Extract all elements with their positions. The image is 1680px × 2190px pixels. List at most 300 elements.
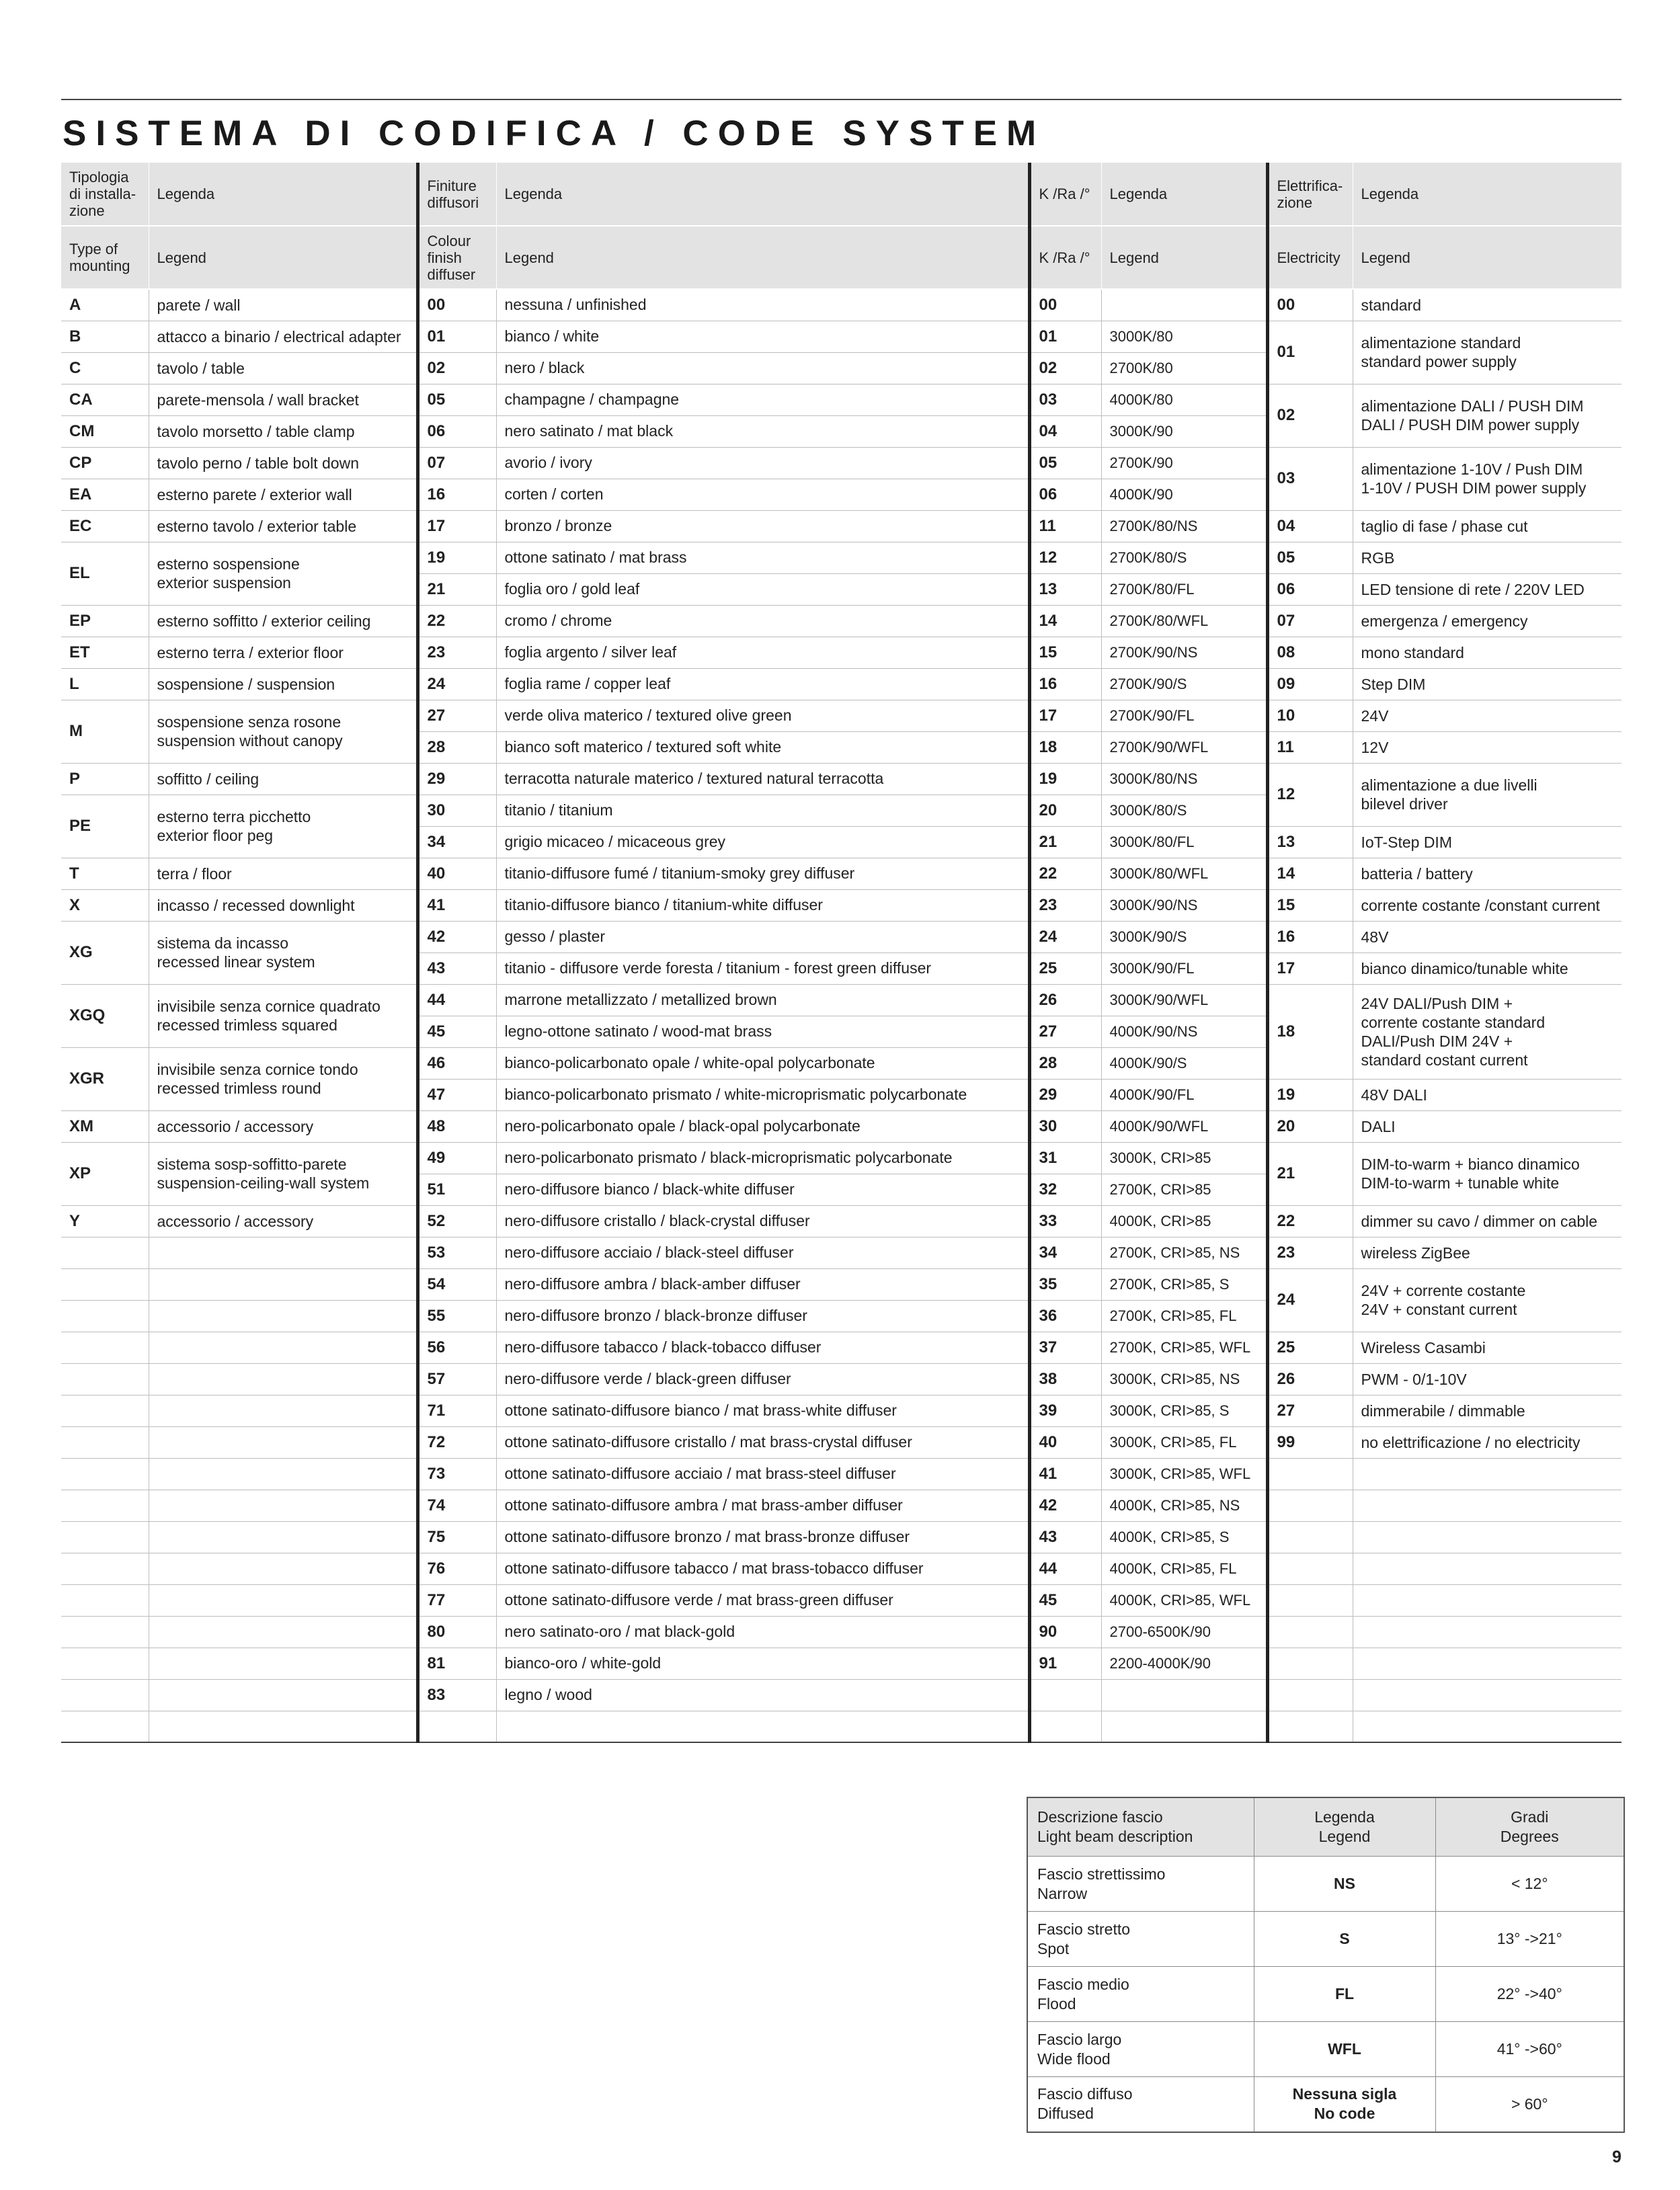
- table-row: [61, 921, 1622, 952]
- header-mounting-type-en: Type of mounting: [61, 226, 149, 289]
- empty-cell: [1353, 1711, 1622, 1742]
- kelvin-legend: 4000K/90/FL: [1101, 1079, 1267, 1110]
- finish-legend: ottone satinato / mat brass: [496, 542, 1029, 573]
- empty-cell: [149, 1616, 417, 1648]
- finish-code: 43: [417, 952, 496, 984]
- kelvin-legend: 3000K, CRI>85, FL: [1101, 1426, 1267, 1458]
- electricity-code: 21: [1267, 1142, 1353, 1205]
- kelvin-code: 90: [1029, 1616, 1101, 1648]
- mounting-legend: tavolo perno / table bolt down: [149, 447, 417, 479]
- finish-code: 71: [417, 1395, 496, 1426]
- finish-legend: nero-diffusore verde / black-green diffuser: [496, 1363, 1029, 1395]
- empty-cell: [496, 1711, 1029, 1742]
- beam-code: WFL: [1254, 2022, 1435, 2077]
- mounting-legend: sospensione senza rosone suspension without canopy: [149, 700, 417, 763]
- kelvin-legend: 3000K/90: [1101, 415, 1267, 447]
- electricity-legend: mono standard: [1353, 637, 1622, 668]
- beam-table: [1027, 1797, 1625, 2133]
- finish-legend: ottone satinato-diffusore bianco / mat brass-white diffuser: [496, 1395, 1029, 1426]
- empty-cell: [1267, 1458, 1353, 1490]
- finish-legend: titanio / titanium: [496, 795, 1029, 826]
- kelvin-legend: 4000K, CRI>85, NS: [1101, 1490, 1267, 1521]
- finish-legend: ottone satinato-diffusore acciaio / mat brass-steel diffuser: [496, 1458, 1029, 1490]
- table-row: [61, 984, 1622, 1016]
- header-kelvin: K /Ra /°: [1029, 163, 1101, 226]
- finish-code: 01: [417, 321, 496, 352]
- finish-legend: bianco soft materico / textured soft white: [496, 731, 1029, 763]
- electricity-code: 18: [1267, 984, 1353, 1079]
- electricity-legend: corrente costante /constant current: [1353, 889, 1622, 921]
- empty-cell: [1267, 1648, 1353, 1679]
- empty-cell: [61, 1490, 149, 1521]
- mounting-code: CA: [61, 384, 149, 415]
- header-mounting-legend: Legenda: [149, 163, 417, 226]
- mounting-legend: esterno sospensione exterior suspension: [149, 542, 417, 605]
- beam-degrees: > 60°: [1435, 2077, 1624, 2132]
- mounting-legend: parete-mensola / wall bracket: [149, 384, 417, 415]
- beam-degrees: 41° ->60°: [1435, 2022, 1624, 2077]
- kelvin-code: 32: [1029, 1174, 1101, 1205]
- finish-code: 75: [417, 1521, 496, 1553]
- mounting-legend: invisibile senza cornice tondo recessed trimless round: [149, 1047, 417, 1110]
- electricity-legend: IoT-Step DIM: [1353, 826, 1622, 858]
- kelvin-legend: 4000K/90/S: [1101, 1047, 1267, 1079]
- empty-cell: [1353, 1521, 1622, 1553]
- electricity-legend: 24V DALI/Push DIM + corrente costante standard DALI/Push DIM 24V + standard costant current: [1353, 984, 1622, 1079]
- finish-code: 57: [417, 1363, 496, 1395]
- finish-legend: nero satinato-oro / mat black-gold: [496, 1616, 1029, 1648]
- table-row: [61, 542, 1622, 573]
- mounting-code: CP: [61, 447, 149, 479]
- empty-cell: [61, 1711, 149, 1742]
- beam-row: [1027, 1857, 1624, 1912]
- kelvin-legend: 3000K, CRI>85, NS: [1101, 1363, 1267, 1395]
- finish-legend: cromo / chrome: [496, 605, 1029, 637]
- kelvin-code: 00: [1029, 289, 1101, 321]
- kelvin-legend: 2700K, CRI>85, S: [1101, 1268, 1267, 1300]
- finish-code: 16: [417, 479, 496, 510]
- finish-code: 27: [417, 700, 496, 731]
- table-row: [61, 321, 1622, 352]
- table-row: [61, 1426, 1622, 1458]
- finish-legend: nero-diffusore ambra / black-amber diffuser: [496, 1268, 1029, 1300]
- mounting-legend: invisibile senza cornice quadrato recessed trimless squared: [149, 984, 417, 1047]
- mounting-code: M: [61, 700, 149, 763]
- electricity-legend: emergenza / emergency: [1353, 605, 1622, 637]
- finish-code: 44: [417, 984, 496, 1016]
- empty-cell: [149, 1363, 417, 1395]
- mounting-code: XM: [61, 1110, 149, 1142]
- finish-code: 56: [417, 1332, 496, 1363]
- mounting-code: P: [61, 763, 149, 795]
- kelvin-code: 25: [1029, 952, 1101, 984]
- empty-cell: [61, 1521, 149, 1553]
- empty-cell: [149, 1711, 417, 1742]
- finish-legend: titanio-diffusore bianco / titanium-white diffuser: [496, 889, 1029, 921]
- kelvin-code: 20: [1029, 795, 1101, 826]
- table-row: [61, 605, 1622, 637]
- mounting-code: PE: [61, 795, 149, 858]
- electricity-legend: dimmerabile / dimmable: [1353, 1395, 1622, 1426]
- header-finish-legend-en: Legend: [496, 226, 1029, 289]
- kelvin-code: 01: [1029, 321, 1101, 352]
- empty-cell: [61, 1648, 149, 1679]
- kelvin-legend: 4000K/90/WFL: [1101, 1110, 1267, 1142]
- finish-legend: corten / corten: [496, 479, 1029, 510]
- table-row: [61, 384, 1622, 415]
- electricity-legend: Wireless Casambi: [1353, 1332, 1622, 1363]
- finish-legend: terracotta naturale materico / textured natural terracotta: [496, 763, 1029, 795]
- mounting-code: ET: [61, 637, 149, 668]
- electricity-code: 23: [1267, 1237, 1353, 1268]
- mounting-code: XGQ: [61, 984, 149, 1047]
- beam-description: Fascio largo Wide flood: [1027, 2022, 1254, 2077]
- empty-cell: [149, 1300, 417, 1332]
- beam-row: [1027, 2077, 1624, 2132]
- kelvin-code: 35: [1029, 1268, 1101, 1300]
- empty-cell: [149, 1268, 417, 1300]
- empty-cell: [1267, 1521, 1353, 1553]
- mounting-code: C: [61, 352, 149, 384]
- electricity-legend: LED tensione di rete / 220V LED: [1353, 573, 1622, 605]
- mounting-code: L: [61, 668, 149, 700]
- kelvin-code: 21: [1029, 826, 1101, 858]
- finish-code: 00: [417, 289, 496, 321]
- kelvin-legend: [1101, 289, 1267, 321]
- header-mounting-legend-en: Legend: [149, 226, 417, 289]
- kelvin-legend: 3000K/80/WFL: [1101, 858, 1267, 889]
- electricity-legend: bianco dinamico/tunable white: [1353, 952, 1622, 984]
- mounting-legend: attacco a binario / electrical adapter: [149, 321, 417, 352]
- kelvin-legend: 3000K/90/FL: [1101, 952, 1267, 984]
- kelvin-code: 05: [1029, 447, 1101, 479]
- electricity-code: 25: [1267, 1332, 1353, 1363]
- kelvin-code: 43: [1029, 1521, 1101, 1553]
- kelvin-code: 44: [1029, 1553, 1101, 1584]
- empty-cell: [61, 1363, 149, 1395]
- electricity-code: 00: [1267, 289, 1353, 321]
- beam-code: NS: [1254, 1857, 1435, 1912]
- empty-cell: [1267, 1490, 1353, 1521]
- kelvin-code: 34: [1029, 1237, 1101, 1268]
- electricity-legend: 48V: [1353, 921, 1622, 952]
- empty-cell: [61, 1268, 149, 1300]
- table-row: [61, 1584, 1622, 1616]
- electricity-legend: 48V DALI: [1353, 1079, 1622, 1110]
- mounting-code: Y: [61, 1205, 149, 1237]
- empty-cell: [61, 1395, 149, 1426]
- mounting-code: EL: [61, 542, 149, 605]
- electricity-code: 26: [1267, 1363, 1353, 1395]
- kelvin-code: 45: [1029, 1584, 1101, 1616]
- electricity-code: 22: [1267, 1205, 1353, 1237]
- mounting-legend: esterno parete / exterior wall: [149, 479, 417, 510]
- electricity-legend: batteria / battery: [1353, 858, 1622, 889]
- empty-cell: [61, 1332, 149, 1363]
- mounting-legend: esterno terra / exterior floor: [149, 637, 417, 668]
- mounting-code: CM: [61, 415, 149, 447]
- top-divider: [61, 99, 1622, 100]
- finish-code: 07: [417, 447, 496, 479]
- electricity-code: 03: [1267, 447, 1353, 510]
- empty-cell: [1267, 1584, 1353, 1616]
- table-row: [61, 1110, 1622, 1142]
- electricity-legend: alimentazione 1-10V / Push DIM 1-10V / PUSH DIM power supply: [1353, 447, 1622, 510]
- empty-cell: [1267, 1679, 1353, 1711]
- finish-code: 73: [417, 1458, 496, 1490]
- header-electricity-legend-en: Legend: [1353, 226, 1622, 289]
- mounting-legend: accessorio / accessory: [149, 1110, 417, 1142]
- electricity-code: 20: [1267, 1110, 1353, 1142]
- finish-code: 46: [417, 1047, 496, 1079]
- beam-header-description: Descrizione fascio Light beam description: [1027, 1797, 1254, 1857]
- finish-code: 40: [417, 858, 496, 889]
- finish-code: 52: [417, 1205, 496, 1237]
- finish-code: 21: [417, 573, 496, 605]
- header-finish-en: Colour finish diffuser: [417, 226, 496, 289]
- finish-code: 23: [417, 637, 496, 668]
- empty-cell: [149, 1679, 417, 1711]
- finish-legend: nessuna / unfinished: [496, 289, 1029, 321]
- beam-degrees: < 12°: [1435, 1857, 1624, 1912]
- kelvin-legend: 2700K/80/S: [1101, 542, 1267, 573]
- beam-row: [1027, 2022, 1624, 2077]
- finish-code: 45: [417, 1016, 496, 1047]
- kelvin-code: 04: [1029, 415, 1101, 447]
- empty-cell: [1353, 1648, 1622, 1679]
- table-row: [61, 1521, 1622, 1553]
- electricity-code: 19: [1267, 1079, 1353, 1110]
- beam-description: Fascio medio Flood: [1027, 1967, 1254, 2022]
- finish-code: 83: [417, 1679, 496, 1711]
- beam-code: Nessuna sigla No code: [1254, 2077, 1435, 2132]
- finish-legend: bianco-policarbonato opale / white-opal polycarbonate: [496, 1047, 1029, 1079]
- kelvin-code: 36: [1029, 1300, 1101, 1332]
- finish-legend: nero-policarbonato prismato / black-microprismatic polycarbonate: [496, 1142, 1029, 1174]
- header-row-italian: [61, 163, 1622, 226]
- header-mounting-type: Tipologia di installa-zione: [61, 163, 149, 226]
- electricity-code: 13: [1267, 826, 1353, 858]
- empty-cell: [61, 1553, 149, 1584]
- kelvin-code: 40: [1029, 1426, 1101, 1458]
- table-row: [61, 889, 1622, 921]
- kelvin-legend: 4000K, CRI>85, FL: [1101, 1553, 1267, 1584]
- kelvin-code: 41: [1029, 1458, 1101, 1490]
- empty-cell: [149, 1553, 417, 1584]
- empty-cell: [61, 1584, 149, 1616]
- kelvin-code: 02: [1029, 352, 1101, 384]
- kelvin-code: 91: [1029, 1648, 1101, 1679]
- code-system-table: [61, 163, 1622, 1743]
- mounting-code: X: [61, 889, 149, 921]
- finish-code: 24: [417, 668, 496, 700]
- kelvin-legend: 2700K/80/NS: [1101, 510, 1267, 542]
- kelvin-legend: 3000K/90/NS: [1101, 889, 1267, 921]
- kelvin-code: 39: [1029, 1395, 1101, 1426]
- table-row: [61, 1679, 1622, 1711]
- mounting-legend: esterno tavolo / exterior table: [149, 510, 417, 542]
- finish-legend: nero-diffusore acciaio / black-steel diffuser: [496, 1237, 1029, 1268]
- finish-code: 28: [417, 731, 496, 763]
- header-kelvin-legend: Legenda: [1101, 163, 1267, 226]
- empty-cell: [1029, 1679, 1101, 1711]
- table-row: [61, 1458, 1622, 1490]
- electricity-legend: taglio di fase / phase cut: [1353, 510, 1622, 542]
- finish-code: 54: [417, 1268, 496, 1300]
- electricity-legend: standard: [1353, 289, 1622, 321]
- beam-degrees: 13° ->21°: [1435, 1912, 1624, 1967]
- empty-cell: [1353, 1679, 1622, 1711]
- finish-code: 51: [417, 1174, 496, 1205]
- electricity-code: 04: [1267, 510, 1353, 542]
- electricity-legend: wireless ZigBee: [1353, 1237, 1622, 1268]
- kelvin-legend: 2700K/90/WFL: [1101, 731, 1267, 763]
- electricity-code: 12: [1267, 763, 1353, 826]
- finish-legend: nero-policarbonato opale / black-opal polycarbonate: [496, 1110, 1029, 1142]
- kelvin-code: 33: [1029, 1205, 1101, 1237]
- electricity-legend: no elettrificazione / no electricity: [1353, 1426, 1622, 1458]
- kelvin-code: 18: [1029, 731, 1101, 763]
- kelvin-legend: 2700K, CRI>85, WFL: [1101, 1332, 1267, 1363]
- kelvin-legend: 2700K, CRI>85, NS: [1101, 1237, 1267, 1268]
- mounting-code: XG: [61, 921, 149, 984]
- finish-legend: nero-diffusore cristallo / black-crystal diffuser: [496, 1205, 1029, 1237]
- code-system-body: [61, 289, 1622, 1742]
- electricity-legend: 24V + corrente costante 24V + constant current: [1353, 1268, 1622, 1332]
- finish-legend: champagne / champagne: [496, 384, 1029, 415]
- table-row: [61, 1616, 1622, 1648]
- kelvin-legend: 3000K/80: [1101, 321, 1267, 352]
- kelvin-legend: 4000K/80: [1101, 384, 1267, 415]
- beam-header-legend: Legenda Legend: [1254, 1797, 1435, 1857]
- empty-cell: [61, 1237, 149, 1268]
- finish-code: 48: [417, 1110, 496, 1142]
- electricity-code: 11: [1267, 731, 1353, 763]
- beam-row: [1027, 1967, 1624, 2022]
- table-row: [61, 1332, 1622, 1363]
- finish-legend: nero-diffusore tabacco / black-tobacco diffuser: [496, 1332, 1029, 1363]
- electricity-legend: RGB: [1353, 542, 1622, 573]
- electricity-legend: alimentazione DALI / PUSH DIM DALI / PUSH DIM power supply: [1353, 384, 1622, 447]
- header-electricity: Elettrifica-zione: [1267, 163, 1353, 226]
- finish-code: 30: [417, 795, 496, 826]
- mounting-code: EP: [61, 605, 149, 637]
- empty-cell: [149, 1332, 417, 1363]
- empty-cell: [1267, 1553, 1353, 1584]
- finish-legend: grigio micaceo / micaceous grey: [496, 826, 1029, 858]
- mounting-legend: tavolo morsetto / table clamp: [149, 415, 417, 447]
- empty-cell: [149, 1395, 417, 1426]
- table-row: [61, 1268, 1622, 1300]
- beam-description: Fascio diffuso Diffused: [1027, 2077, 1254, 2132]
- table-row: [61, 1490, 1622, 1521]
- electricity-code: 06: [1267, 573, 1353, 605]
- table-row: [61, 700, 1622, 731]
- finish-code: 76: [417, 1553, 496, 1584]
- electricity-code: 27: [1267, 1395, 1353, 1426]
- kelvin-legend: 3000K/90/WFL: [1101, 984, 1267, 1016]
- beam-code: FL: [1254, 1967, 1435, 2022]
- electricity-code: 17: [1267, 952, 1353, 984]
- kelvin-code: 17: [1029, 700, 1101, 731]
- kelvin-legend: 3000K, CRI>85, S: [1101, 1395, 1267, 1426]
- kelvin-code: 06: [1029, 479, 1101, 510]
- kelvin-legend: 3000K, CRI>85: [1101, 1142, 1267, 1174]
- kelvin-code: 30: [1029, 1110, 1101, 1142]
- finish-code: 53: [417, 1237, 496, 1268]
- finish-code: 41: [417, 889, 496, 921]
- kelvin-code: 11: [1029, 510, 1101, 542]
- mounting-code: EC: [61, 510, 149, 542]
- mounting-legend: esterno soffitto / exterior ceiling: [149, 605, 417, 637]
- finish-code: 55: [417, 1300, 496, 1332]
- table-row: [61, 637, 1622, 668]
- electricity-code: 01: [1267, 321, 1353, 384]
- electricity-legend: alimentazione standard standard power supply: [1353, 321, 1622, 384]
- table-row: [61, 1648, 1622, 1679]
- finish-legend: ottone satinato-diffusore ambra / mat brass-amber diffuser: [496, 1490, 1029, 1521]
- beam-description: Fascio strettissimo Narrow: [1027, 1857, 1254, 1912]
- table-row: [61, 1395, 1622, 1426]
- empty-cell: [1029, 1711, 1101, 1742]
- electricity-code: 16: [1267, 921, 1353, 952]
- beam-header-degrees: Gradi Degrees: [1435, 1797, 1624, 1857]
- finish-code: 05: [417, 384, 496, 415]
- beam-table-body: [1027, 1857, 1624, 2132]
- beam-degrees: 22° ->40°: [1435, 1967, 1624, 2022]
- electricity-code: 15: [1267, 889, 1353, 921]
- kelvin-legend: 3000K/80/FL: [1101, 826, 1267, 858]
- finish-code: 80: [417, 1616, 496, 1648]
- electricity-code: 10: [1267, 700, 1353, 731]
- electricity-code: 09: [1267, 668, 1353, 700]
- electricity-code: 24: [1267, 1268, 1353, 1332]
- header-electricity-en: Electricity: [1267, 226, 1353, 289]
- empty-cell: [1353, 1553, 1622, 1584]
- kelvin-code: 12: [1029, 542, 1101, 573]
- kelvin-code: 16: [1029, 668, 1101, 700]
- finish-code: 22: [417, 605, 496, 637]
- finish-legend: nero-diffusore bianco / black-white diffuser: [496, 1174, 1029, 1205]
- empty-cell: [1267, 1711, 1353, 1742]
- kelvin-legend: 2700K, CRI>85: [1101, 1174, 1267, 1205]
- finish-legend: nero satinato / mat black: [496, 415, 1029, 447]
- table-row: [61, 668, 1622, 700]
- empty-cell: [1353, 1616, 1622, 1648]
- empty-cell: [149, 1521, 417, 1553]
- kelvin-code: 37: [1029, 1332, 1101, 1363]
- mounting-code: XP: [61, 1142, 149, 1205]
- finish-legend: ottone satinato-diffusore tabacco / mat brass-tobacco diffuser: [496, 1553, 1029, 1584]
- table-row: [61, 763, 1622, 795]
- mounting-code: A: [61, 289, 149, 321]
- empty-cell: [1101, 1711, 1267, 1742]
- kelvin-code: 38: [1029, 1363, 1101, 1395]
- kelvin-code: 15: [1029, 637, 1101, 668]
- kelvin-legend: 2700K, CRI>85, FL: [1101, 1300, 1267, 1332]
- empty-cell: [149, 1648, 417, 1679]
- finish-code: 47: [417, 1079, 496, 1110]
- empty-cell: [61, 1616, 149, 1648]
- kelvin-code: 13: [1029, 573, 1101, 605]
- beam-header-row: [1027, 1797, 1624, 1857]
- finish-legend: verde oliva materico / textured olive green: [496, 700, 1029, 731]
- finish-legend: foglia rame / copper leaf: [496, 668, 1029, 700]
- electricity-legend: dimmer su cavo / dimmer on cable: [1353, 1205, 1622, 1237]
- kelvin-legend: 2700K/90/S: [1101, 668, 1267, 700]
- kelvin-code: 31: [1029, 1142, 1101, 1174]
- finish-code: 17: [417, 510, 496, 542]
